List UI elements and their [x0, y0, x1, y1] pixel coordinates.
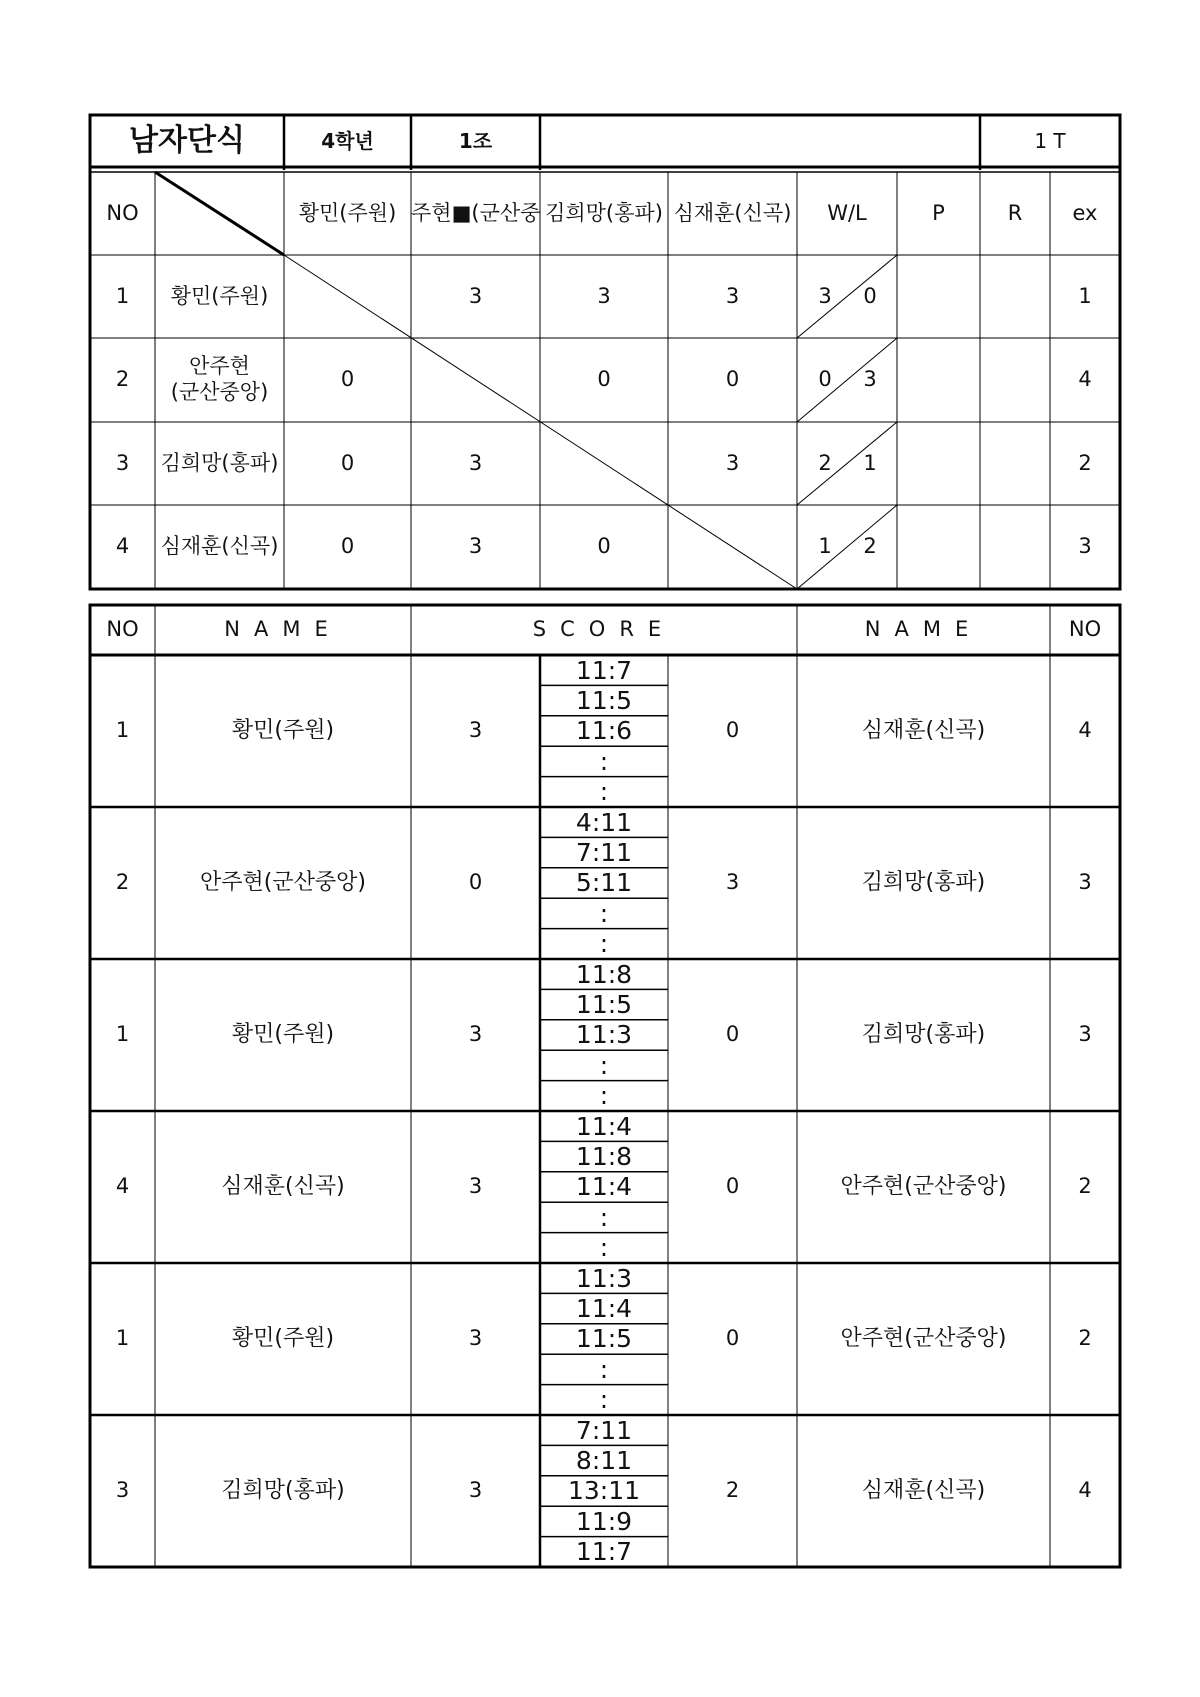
match-name-right: 심재훈(신곡): [861, 1477, 986, 1503]
league-wins: 2: [818, 450, 832, 475]
match-no-left-header: NO: [106, 617, 139, 642]
set-score: :: [599, 929, 609, 959]
league-score-cell: 0: [597, 533, 611, 558]
league-score-cell: 0: [340, 450, 355, 475]
league-score-cell: 0: [340, 366, 355, 391]
league-row-no: 1: [115, 283, 130, 308]
match-score-right: 0: [725, 1022, 740, 1047]
header-blank: [540, 115, 980, 167]
league-r-header: R: [1007, 200, 1023, 225]
league-score-cell: [540, 422, 668, 505]
set-score: :: [599, 1233, 609, 1263]
match-name-right: 김희망(홍파): [861, 869, 986, 895]
league-score-cell: 3: [468, 450, 483, 475]
match-score-right: 2: [725, 1478, 740, 1503]
league-points: [897, 422, 980, 505]
match-name-right: 김희망(홍파): [861, 1021, 986, 1047]
league-rank: [980, 255, 1050, 338]
set-score: 4:11: [575, 807, 633, 837]
set-score: 11:4: [575, 1111, 633, 1141]
league-points: [897, 505, 980, 588]
grade-label: 4학년: [321, 129, 374, 153]
league-score-cell: 0: [597, 366, 611, 391]
set-score: 11:8: [575, 1142, 633, 1172]
set-score: :: [599, 777, 609, 807]
league-score-cell: 0: [725, 366, 740, 391]
match-score-left: 3: [468, 1478, 483, 1503]
match-score-left: 3: [468, 718, 483, 743]
table-number: 1 T: [1034, 129, 1066, 153]
set-score: :: [599, 1081, 609, 1111]
league-ex: 3: [1078, 533, 1092, 558]
league-row-name: [155, 505, 284, 588]
league-row-no: 3: [115, 450, 130, 475]
league-player-header: 황민(주원): [298, 200, 397, 225]
set-score: 11:8: [575, 959, 633, 989]
match-score-right: 0: [725, 1326, 740, 1351]
league-ex: 2: [1078, 450, 1092, 475]
league-p-header: P: [932, 200, 945, 225]
set-score: 7:11: [575, 838, 633, 868]
match-no-left: 4: [115, 1174, 130, 1199]
league-ex-header: ex: [1072, 200, 1098, 225]
match-name-right-header: NAME: [864, 617, 983, 642]
league-losses: 0: [863, 283, 877, 308]
set-score: :: [599, 1050, 609, 1080]
league-losses: 1: [863, 450, 877, 475]
match-name-left: 안주현(군산중앙): [200, 869, 366, 895]
league-score-cell: 0: [340, 533, 355, 558]
set-score: 11:6: [575, 716, 633, 746]
match-name-right: 안주현(군산중앙): [840, 1173, 1007, 1199]
league-losses: 2: [863, 533, 877, 558]
match-score-right: 0: [725, 718, 740, 743]
match-no-right: 4: [1078, 718, 1092, 743]
group-label: 1조: [458, 129, 493, 153]
league-rank: [980, 505, 1050, 588]
match-no-right: 2: [1078, 1326, 1092, 1351]
match-name-left: 심재훈(신곡): [221, 1173, 345, 1199]
set-score: :: [599, 1385, 609, 1415]
match-no-left: 1: [115, 1022, 130, 1047]
match-score-left: 0: [468, 870, 483, 895]
league-points: [897, 255, 980, 338]
set-score: 11:4: [575, 1294, 633, 1324]
league-row-name: [155, 255, 284, 338]
league-row-name: [155, 338, 284, 421]
league-row-name-line: 안주현: [189, 354, 250, 379]
league-no-header: NO: [106, 200, 139, 225]
league-row-name: [155, 422, 284, 505]
league-row-no: 4: [115, 533, 130, 558]
match-no-right: 2: [1078, 1174, 1092, 1199]
set-score: :: [599, 746, 609, 776]
set-score: 11:9: [575, 1506, 633, 1536]
match-name-left: 황민(주원): [231, 717, 335, 743]
match-no-right: 4: [1078, 1478, 1092, 1503]
league-row-name-line: 심재훈(신곡): [160, 533, 279, 558]
match-name-left: 황민(주원): [231, 1325, 335, 1351]
set-score: 5:11: [575, 868, 633, 898]
league-row-no: 2: [115, 366, 130, 391]
league-wins: 1: [818, 533, 832, 558]
league-player-header: 주현■(군산중: [411, 200, 540, 225]
match-score-left: 3: [468, 1326, 483, 1351]
set-score: 13:11: [567, 1476, 641, 1506]
league-row-name-line: 황민(주원): [170, 283, 269, 308]
league-score-cell: 3: [468, 533, 483, 558]
league-wins: 3: [818, 283, 832, 308]
match-score-left: 3: [468, 1022, 483, 1047]
match-name-right: 심재훈(신곡): [861, 717, 986, 743]
event-title: 남자단식: [129, 123, 245, 158]
match-score-header: SCORE: [532, 617, 676, 642]
set-score: 7:11: [575, 1415, 633, 1445]
set-score: 8:11: [575, 1446, 633, 1476]
set-score: 11:7: [575, 1537, 633, 1567]
league-row-name-line: (군산중앙): [170, 379, 269, 404]
set-score: 11:3: [575, 1020, 633, 1050]
league-wins: 0: [818, 366, 832, 391]
league-score-cell: 3: [468, 283, 483, 308]
league-ex: 1: [1078, 283, 1092, 308]
set-score: 11:4: [575, 1172, 633, 1202]
league-rank: [980, 338, 1050, 421]
match-no-right: 3: [1078, 870, 1092, 895]
match-name-right: 안주현(군산중앙): [840, 1325, 1007, 1351]
match-no-left: 1: [115, 1326, 130, 1351]
match-name-left-header: NAME: [224, 617, 342, 642]
league-score-cell: 3: [597, 283, 611, 308]
set-score: 11:7: [575, 655, 633, 685]
match-no-left: 2: [115, 870, 130, 895]
match-no-left: 1: [115, 718, 130, 743]
league-rank: [980, 422, 1050, 505]
match-name-left: 황민(주원): [231, 1021, 335, 1047]
league-score-cell: 3: [725, 450, 740, 475]
set-score: :: [599, 1354, 609, 1384]
league-player-header: 심재훈(신곡): [673, 200, 792, 225]
league-score-cell: [668, 505, 797, 588]
set-score: 11:5: [575, 990, 633, 1020]
league-player-header: 김희망(홍파): [545, 200, 663, 225]
league-score-cell: 3: [725, 283, 740, 308]
set-score: :: [599, 1202, 609, 1232]
match-score-right: 3: [725, 870, 740, 895]
match-score-right: 0: [725, 1174, 740, 1199]
match-name-left: 김희망(홍파): [221, 1477, 345, 1503]
match-no-right: 3: [1078, 1022, 1092, 1047]
league-losses: 3: [863, 366, 877, 391]
league-row-name-line: 김희망(홍파): [160, 450, 279, 475]
set-score: 11:5: [575, 686, 633, 716]
match-score-left: 3: [468, 1174, 483, 1199]
set-score: 11:5: [575, 1324, 633, 1354]
league-score-cell: [411, 338, 540, 421]
league-points: [897, 338, 980, 421]
league-ex: 4: [1078, 366, 1092, 391]
match-no-left: 3: [115, 1478, 130, 1503]
set-score: 11:3: [575, 1263, 633, 1293]
league-wl-header: W/L: [827, 200, 867, 225]
set-score: :: [599, 898, 609, 928]
match-no-right-header: NO: [1068, 617, 1102, 642]
league-score-cell: [284, 255, 411, 338]
